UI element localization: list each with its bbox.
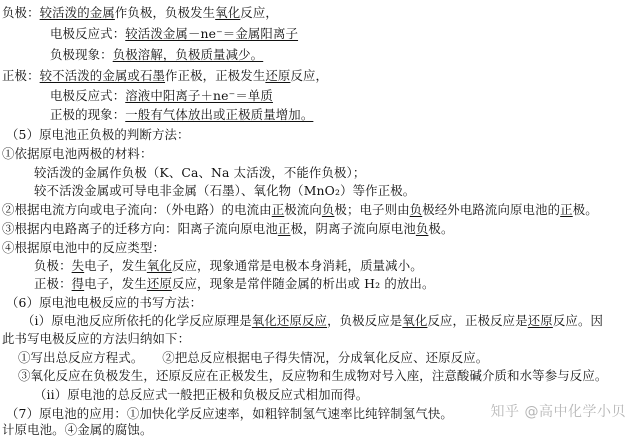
section-7-line-2: 计原电池。④金属的腐蚀。 (2, 422, 153, 437)
s5-item-1: ①依据原电池两极的材料： (2, 146, 153, 161)
neg-heading: 负极： (2, 5, 40, 20)
pos-line-1: 正极：较不活泼的金属或石墨作正极，正极发生还原反应， (2, 68, 329, 83)
s6-line-4: ③氧化反应在负极发生，还原反应在正极发生，反应物和生成物对号入座，注意酸碱介质和水等参与反应。 (18, 368, 608, 383)
s6-line-5: （ii）原电池的总反应式一般把正极和负极反应式相加而得。 (34, 387, 369, 402)
section-6-title: （6）原电池电极反应的书写方法： (6, 295, 203, 310)
s5-item-4: ④根据原电池中的反应类型： (2, 240, 166, 255)
pos-equation-line: 电极反应式：溶液中阳离子＋ne⁻＝单质 (50, 88, 273, 103)
neg-equation-line: 电极反应式：较活泼金属－ne⁻＝金属阳离子 (50, 26, 299, 41)
neg-line-1: 负极：较活泼的金属作负极，负极发生氧化反应， (2, 5, 278, 20)
s5-item-1a: 较活泼的金属作负极（K、Ca、Na 太活泼，不能作负极）； (34, 165, 366, 180)
s6-line-3: ①写出总反应方程式。 ②把总反应根据电子得失情况，分成氧化反应、还原反应。 (18, 350, 489, 365)
s6-line-2: 此书写电极反应的方法归纳如下： (2, 331, 191, 346)
s5-item-4b: 正极：得电子，发生还原反应，现象是常伴随金属的析出或 H₂ 的放出。 (34, 276, 435, 291)
pos-phenomenon-line: 正极的现象：一般有气体放出或正极质量增加。 (50, 107, 314, 122)
s6-line-1: （i）原电池反应所依托的化学反应原理是氧化还原反应，负极反应是氧化反应，正极反应是还原反应。因 (22, 313, 604, 328)
neg-phenomenon-line: 负极现象：负极溶解，负极质量减少。 (50, 47, 264, 62)
zhihu-watermark: 知乎 @高中化学小贝 (490, 404, 626, 420)
pos-heading: 正极： (2, 68, 40, 83)
s5-item-4a: 负极：失电子，发生氧化反应，现象通常是电极本身消耗，质量减小。 (34, 258, 423, 273)
section-5-title: （5）原电池正负极的判断方法： (6, 127, 190, 142)
s5-item-2: ②根据电流方向或电子流向：（外电路）的电流由正极流向负极；电子则由负极经外电路流向原电池的正极。 (2, 202, 598, 217)
s5-item-3: ③根据内电路离子的迁移方向：阳离子流向原电池正极，阴离子流向原电池负极。 (2, 221, 454, 236)
s5-item-1b: 较不活泼金属或可导电非金属（石墨）、氧化物（MnO₂）等作正极。 (34, 183, 416, 198)
section-7-line-1: （7）原电池的应用：①加快化学反应速率，如粗锌制氢气速率比纯锌制氢气快。 (6, 406, 453, 421)
